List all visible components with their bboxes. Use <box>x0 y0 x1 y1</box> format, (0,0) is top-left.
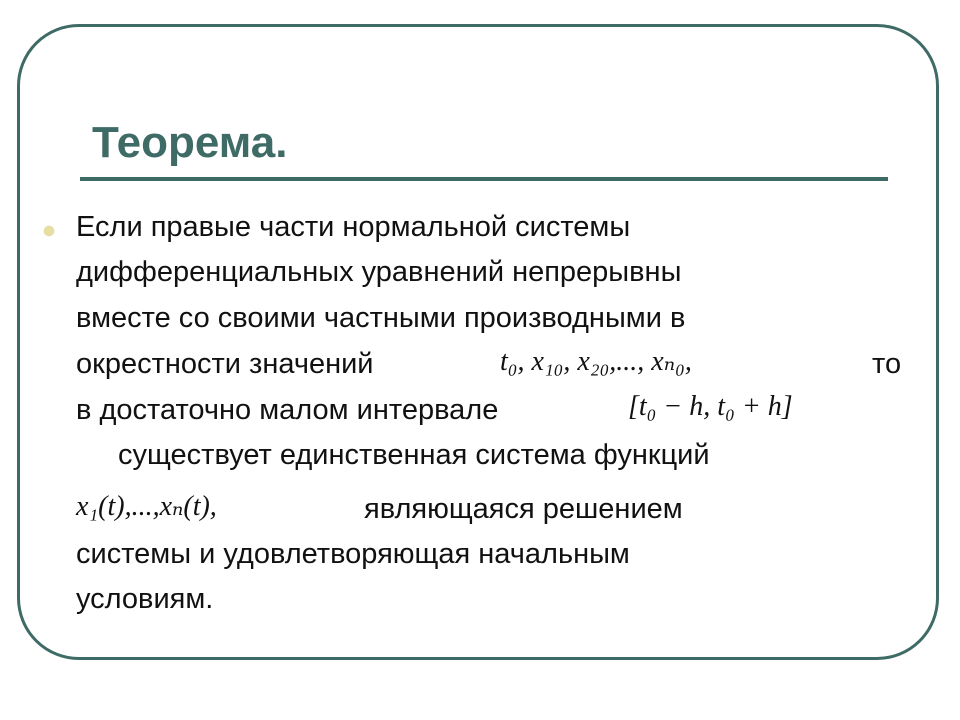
bullet-icon <box>44 226 54 236</box>
body-line-9: условиям. <box>76 583 214 615</box>
slide-title: Теорема. <box>92 118 288 167</box>
body-line-4-end: то <box>872 348 902 380</box>
formula-initial-values: t₀, x₁₀, x₂₀,..., xₙ₀, <box>500 346 692 377</box>
body-line-2: дифференциальных уравнений непрерывны <box>76 256 682 288</box>
body-line-6: существует единственная система функций <box>118 439 710 471</box>
body-line-8: системы и удовлетворяющая начальным <box>76 538 630 570</box>
body-line-1: Если правые части нормальной системы <box>76 211 631 243</box>
formula-functions: x₁(t),...,xₙ(t), <box>76 491 217 522</box>
body-line-4: окрестности значений <box>76 348 374 380</box>
body-line-5: в достаточно малом интервале <box>76 394 499 426</box>
body-line-3: вместе со своими частными производными в <box>76 302 686 334</box>
title-underline <box>80 177 888 181</box>
body-line-7: являющаяся решением <box>364 493 683 525</box>
formula-interval: [t₀ − h, t₀ + h] <box>628 391 793 422</box>
